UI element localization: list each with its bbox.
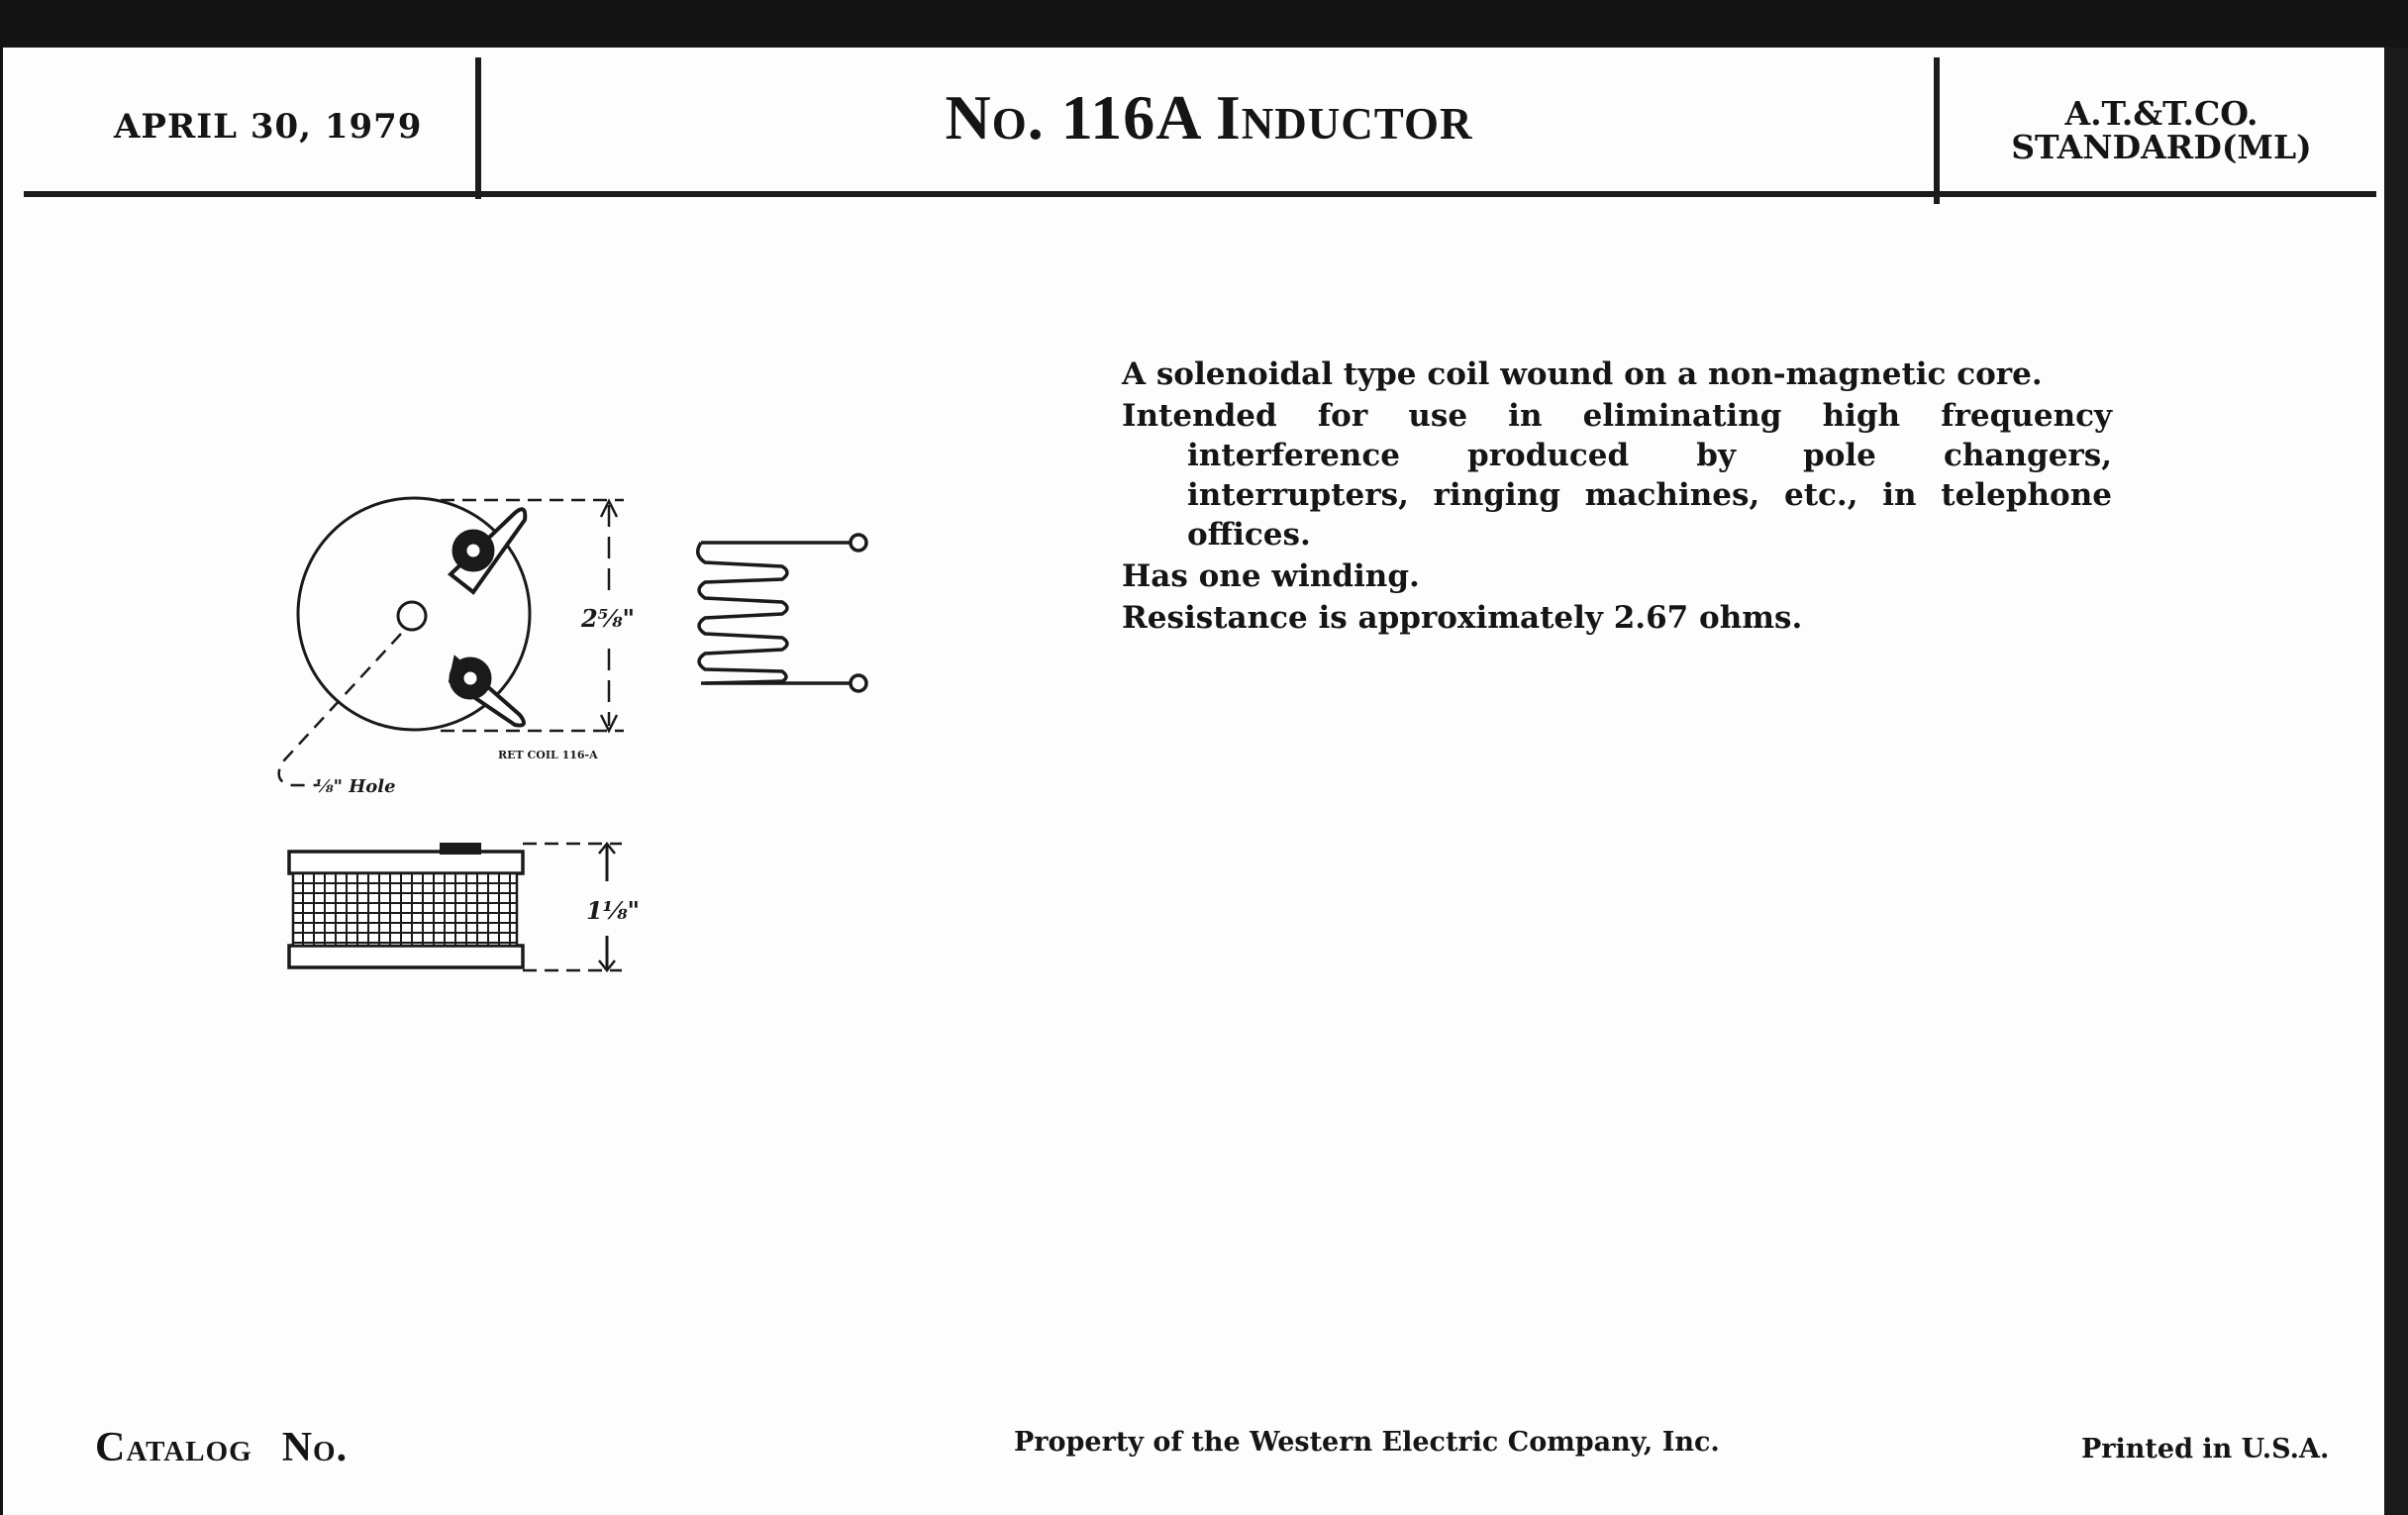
diameter-label: 2⅝" [581,604,636,633]
standard-line-2: STANDARD(ML) [2011,128,2312,166]
hole-label: ⅛" Hole [315,776,396,797]
catalog-word: Catalog [95,1425,252,1470]
coil-side-view [289,844,523,967]
printed-in-label: Printed in U.S.A. [2081,1434,2330,1464]
coil-schematic [698,535,866,691]
property-notice: Property of the Western Electric Company, Inc. [1014,1427,1720,1458]
catalog-no: No. [281,1425,349,1470]
page-title: No. 116A Inductor [945,82,1473,152]
terminal-lug-bottom [451,658,524,726]
terminal-lug-top [451,509,525,592]
description-line: Has one winding. [1122,558,1420,594]
hole-leader [279,634,401,785]
center-hole [398,602,426,630]
height-label: 1⅛" [586,896,641,925]
standard-line-1: A.T.&T.CO. [2064,94,2258,133]
description-line: A solenoidal type coil wound on a non-magnetic core. [1122,356,2043,392]
catalog-number-label [95,1424,348,1471]
issue-date: APRIL 30, 1979 [114,107,423,147]
description-line: Intended for use in eliminating high frequency interference produced by pole changers, interrupters, ringing machines, etc., in telephone offices. [1122,398,2112,553]
description-line: Resistance is approximately 2.67 ohms. [1122,600,1803,636]
ref-label: RET COIL 116-A [498,749,598,761]
